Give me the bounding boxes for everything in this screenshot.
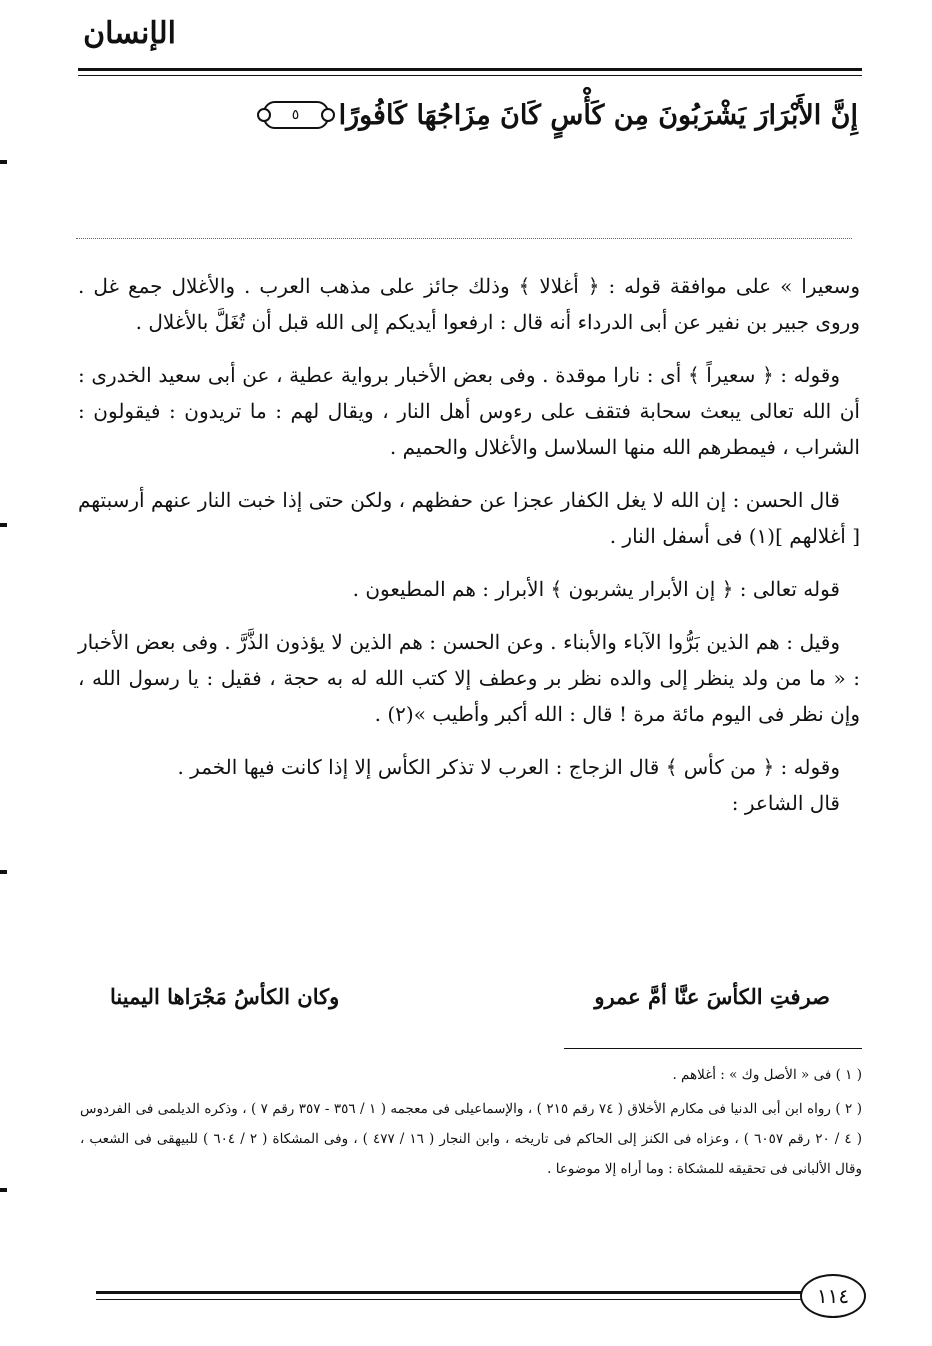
- edge-mark-3: [0, 870, 7, 874]
- header-rule: [78, 68, 862, 71]
- header-rule-thin: [78, 75, 862, 76]
- quran-verse: [291, 92, 858, 138]
- paragraph: وسعيرا » على موافقة قوله : ﴿ أغلالا ﴾ وذلك جائز على مذهب العرب . والأغلال جمع غل . وروى جبير بن نفير عن أبى الدرداء أنه قال : ارفعوا أيديكم إلى الله قبل أن تُغَلَّ بالأغلال .: [78, 274, 860, 334]
- paragraph: وقيل : هم الذين بَرُّوا الآباء والأبناء . وعن الحسن : هم الذين لا يؤذون الذَّرَّ . وفى بعض الأخبار : « ما من ولد ينظر إلى والده نظر بر وعطف إلا كتب الله له به حجة ، فقيل : يا رسول الله ، وإن نظر فى اليوم مائة مرة ! قال : الله أكبر وأطيب »(٢) .: [78, 630, 860, 726]
- footnote-separator: [564, 1048, 862, 1049]
- paragraph: قال الشاعر :: [731, 791, 840, 815]
- ayah-number-marker: [263, 101, 329, 129]
- edge-mark-1: [0, 160, 7, 164]
- footnote: ( ١ ) فى « الأصل وك » : أغلاهم .: [672, 1067, 862, 1083]
- verse-text: إِنَّ الأَبْرَارَ يَشْرَبُونَ مِن كَأْسٍ كَانَ مِزَاجُهَا كَافُورًا: [338, 99, 858, 131]
- page-number: ١١٤: [816, 1284, 850, 1308]
- footnotes: [80, 1060, 862, 1188]
- poem-second-hemistich: وكان الكأسُ مَجْرَاها اليمينا: [110, 984, 340, 1009]
- footer-rule: [96, 1291, 802, 1294]
- paragraph: وقوله : ﴿ سعيراً ﴾ أى : نارا موقدة . وفى بعض الأخبار برواية عطية ، عن أبى سعيد الخدرى : أن الله تعالى يبعث سحابة فتقف على رءوس أهل النار ، ويقال لهم : ما تريدون : فيقولون : الشراب ، فيمطرهم الله منها السلاسل والأغلال والحميم .: [78, 363, 860, 459]
- footnote: ( ٢ ) رواه ابن أبى الدنيا فى مكارم الأخلاق ( ٧٤ رقم ٢١٥ ) ، والإسماعيلى فى معجمه ( ١ / ٣٥٦ - ٣٥٧ رقم ٧ ) ، وذكره الديلمى فى الفردوس ( ٤ / ٢٠ رقم ٦٠٥٧ ) ، وعزاه فى الكنز إلى الحاكم فى تاريخه ، وابن النجار ( ١٦ / ٤٧٧ ) ، وفى المشكاة ( ٢ / ٦٠٤ ) للبيهقى فى الشعب ، وقال الألبانى فى تحقيقه للمشكاة : وما أراه إلا موضوعا .: [80, 1101, 863, 1177]
- poem-first-hemistich: صرفتِ الكأسَ عنَّا أمَّ عمرو: [594, 984, 830, 1009]
- edge-mark-4: [0, 1188, 7, 1192]
- section-divider: [76, 238, 852, 239]
- ayah-number: ٥: [291, 107, 300, 123]
- edge-mark-2: [0, 523, 7, 527]
- running-title: الإنسان: [83, 16, 176, 51]
- paragraph: قال الحسن : إن الله لا يغل الكفار عجزا عن حفظهم ، ولكن حتى إذا خبت النار عنهم أرسبتهم [ أغلالهم ](١) فى أسفل النار .: [78, 488, 860, 548]
- footer-rule-thin: [96, 1299, 802, 1300]
- paragraph: قوله تعالى : ﴿ إن الأبرار يشربون ﴾ الأبرار : هم المطيعون .: [352, 577, 840, 601]
- poetry-verse: [110, 984, 830, 1020]
- paragraph: وقوله : ﴿ من كأس ﴾ قال الزجاج : العرب لا تذكر الكأس إلا إذا كانت فيها الخمر .: [177, 755, 840, 779]
- page-number-badge: [800, 1274, 866, 1318]
- commentary-body: [78, 268, 860, 838]
